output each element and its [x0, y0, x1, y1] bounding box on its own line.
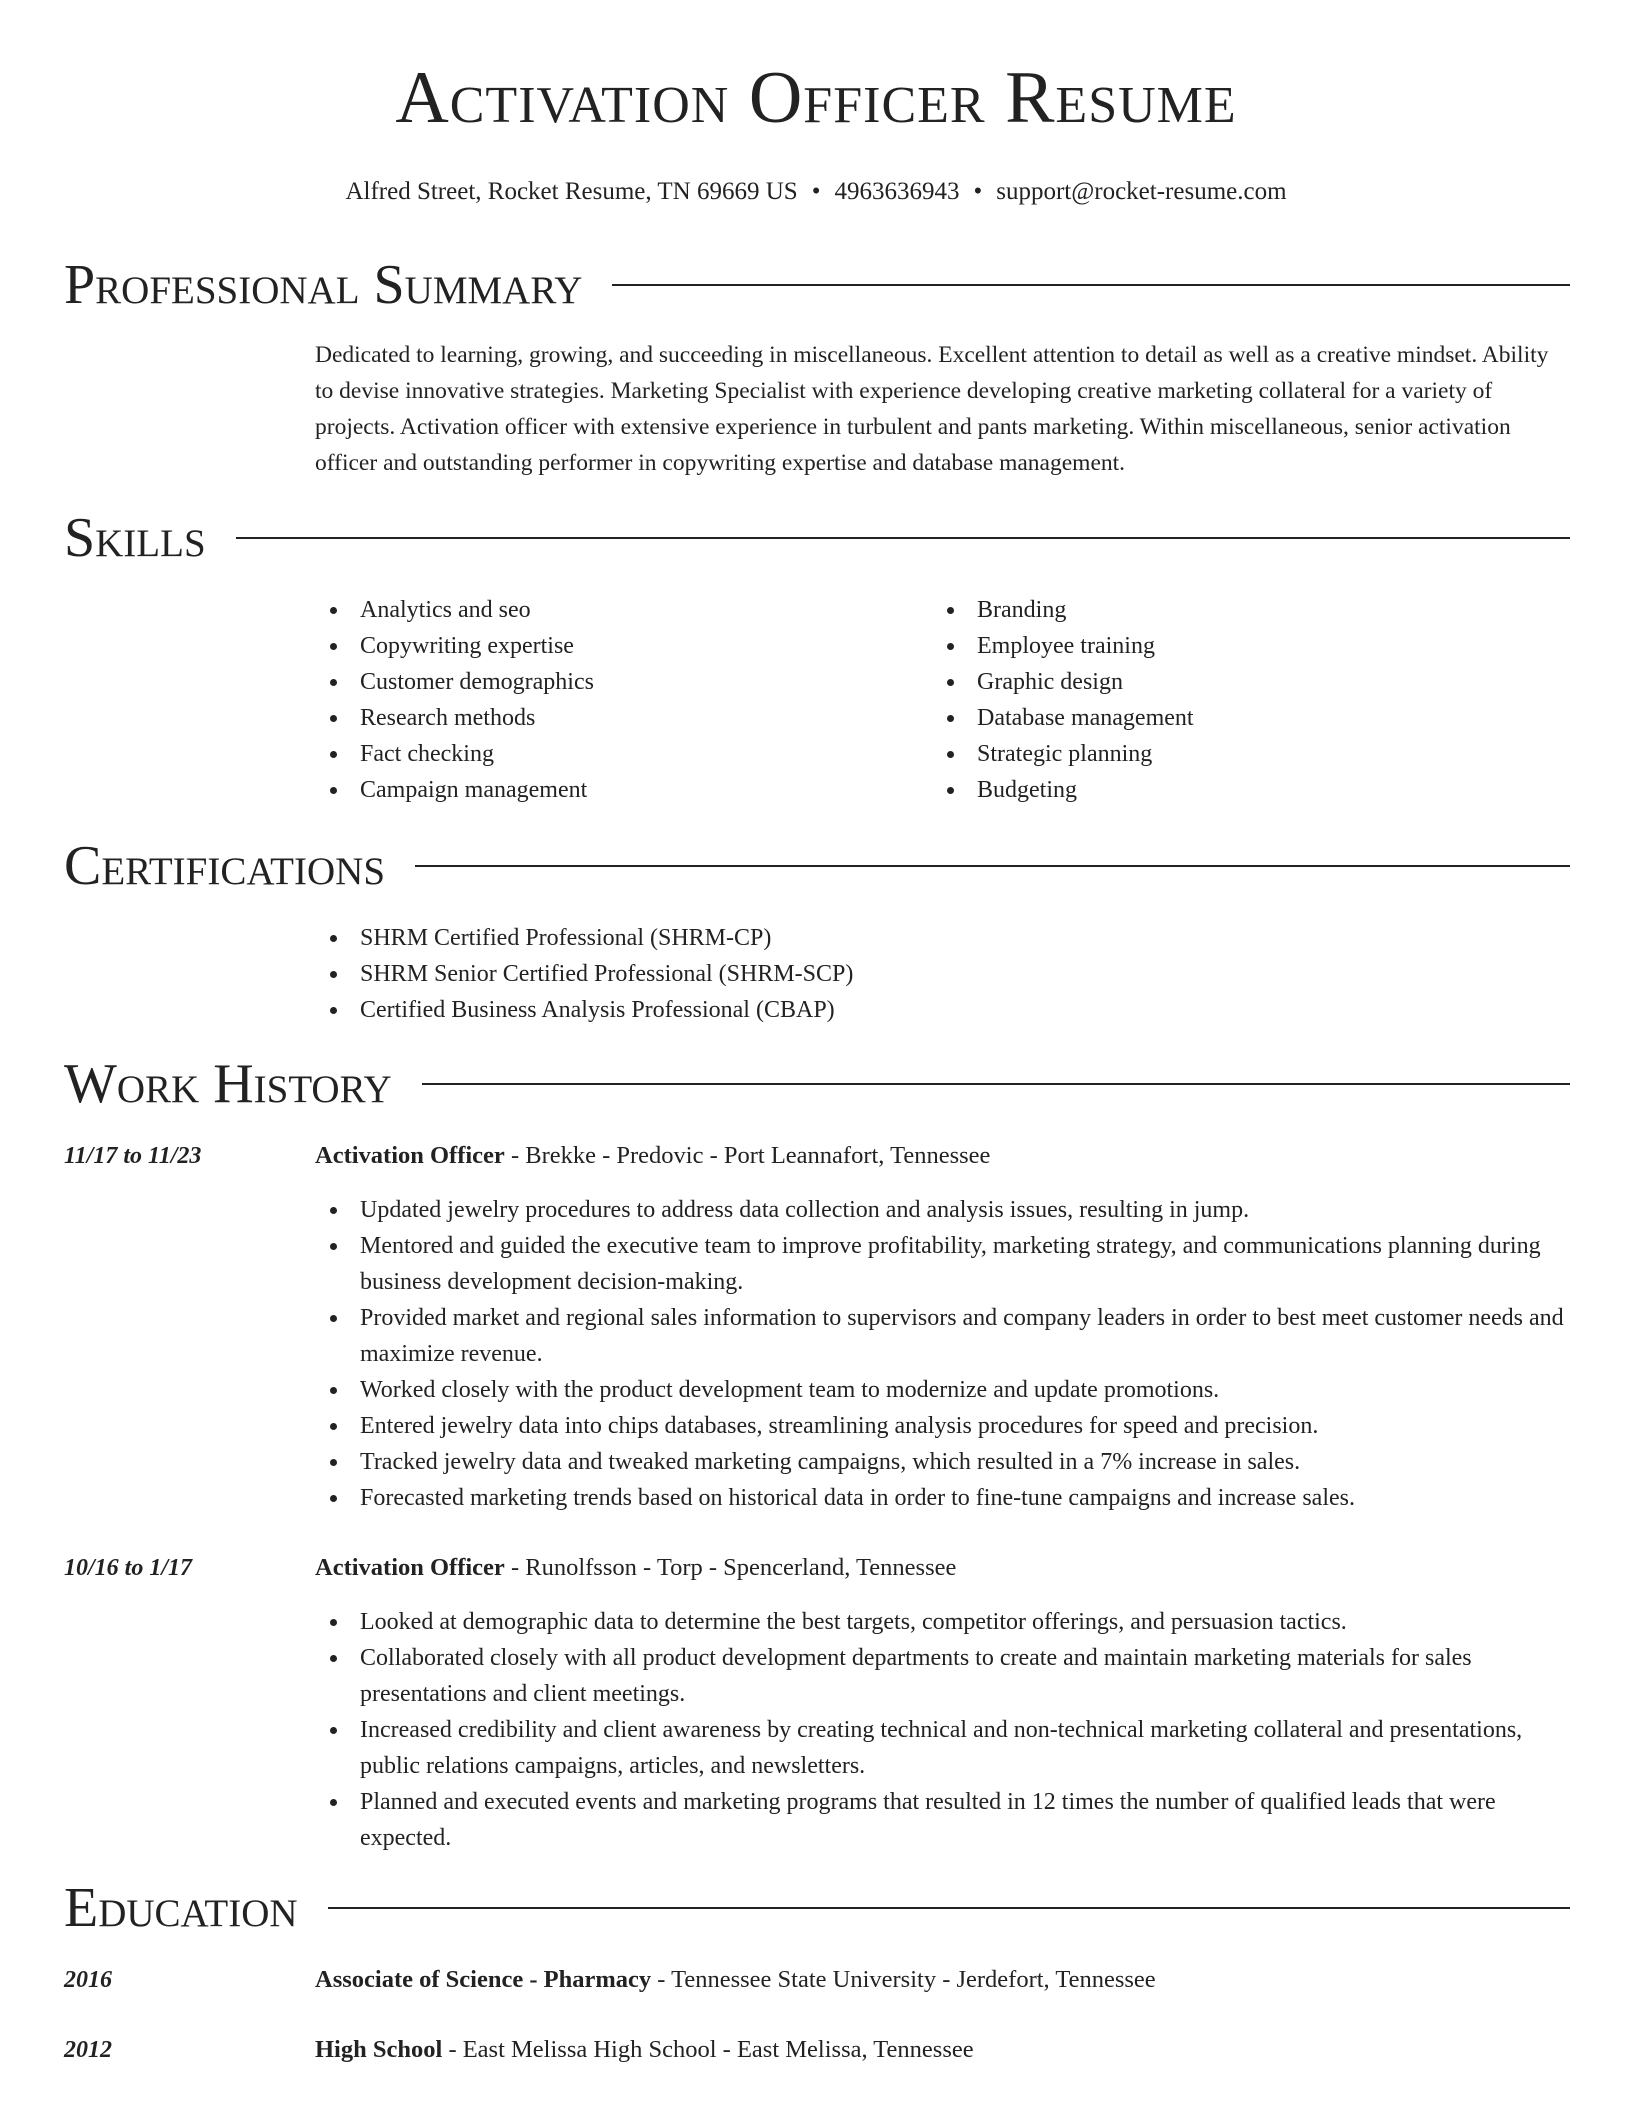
- skill-item: Employee training: [932, 628, 1532, 664]
- contact-separator: •: [811, 178, 821, 205]
- section-education: [64, 1877, 1570, 1939]
- section-divider: [415, 865, 1570, 867]
- skill-item: Budgeting: [932, 772, 1532, 808]
- job-duty-item: Entered jewelry data into chips databases, streamlining analysis procedures for speed and precision.: [315, 1408, 1570, 1444]
- education-school: - Tennessee State University - Jerdefort, Tennessee: [651, 1966, 1156, 1993]
- job-duty-item: Planned and executed events and marketing programs that resulted in 12 times the number of qualified leads that were expected.: [315, 1784, 1570, 1856]
- section-skills: [64, 507, 1570, 569]
- job-duty-item: Increased credibility and client awareness by creating technical and non-technical marketing collateral and presentations, public relations campaigns, articles, and newsletters.: [315, 1712, 1570, 1784]
- summary-text: Dedicated to learning, growing, and succeeding in miscellaneous. Excellent attention to detail as well as a creative mindset. Ability to devise innovative strategies. Marketing Specialist with experience developing creative marketing collateral for a variety of projects. Activation officer with extensive experience in turbulent and pants marketing. Within miscellaneous, senior activation officer and outstanding performer in copywriting expertise and database management.: [315, 342, 1549, 476]
- skills-column-right: [932, 592, 1532, 808]
- job-duties: [315, 1192, 1570, 1516]
- job-duty-item: Forecasted marketing trends based on historical data in order to fine-tune campaigns and increase sales.: [315, 1480, 1570, 1516]
- education-year: 2016: [64, 1967, 112, 1993]
- job-duty-item: Provided market and regional sales information to supervisors and company leaders in order to best meet customer needs and maximize revenue.: [315, 1300, 1570, 1372]
- section-heading: Skills: [64, 507, 206, 569]
- job-heading: [315, 1550, 956, 1586]
- job-duty-item: Updated jewelry procedures to address data collection and analysis issues, resulting in jump.: [315, 1192, 1570, 1228]
- skill-item: Strategic planning: [932, 736, 1532, 772]
- section-divider: [328, 1907, 1570, 1909]
- job-title: Activation Officer: [315, 1142, 505, 1169]
- contact-address: Alfred Street, Rocket Resume, TN 69669 US: [345, 178, 798, 205]
- skill-item: Fact checking: [315, 736, 915, 772]
- job-duties: [315, 1604, 1570, 1856]
- certification-item: Certified Business Analysis Professional (CBAP): [315, 992, 1515, 1028]
- education-year: 2012: [64, 2037, 112, 2063]
- education-entry: [315, 2032, 974, 2068]
- certification-item: SHRM Senior Certified Professional (SHRM-SCP): [315, 956, 1515, 992]
- section-work-history: [64, 1053, 1570, 1115]
- skills-column-left: [315, 592, 915, 808]
- education-entry: [315, 1962, 1156, 1998]
- education-school: - East Melissa High School - East Melissa, Tennessee: [442, 2036, 974, 2063]
- skill-item: Campaign management: [315, 772, 915, 808]
- job-heading: [315, 1138, 990, 1174]
- section-divider: [612, 284, 1570, 286]
- certifications-block: [315, 920, 1515, 1028]
- certification-item: SHRM Certified Professional (SHRM-CP): [315, 920, 1515, 956]
- job-employer: - Brekke - Predovic - Port Leannafort, Tennessee: [504, 1142, 991, 1169]
- section-heading: Certifications: [64, 835, 386, 897]
- education-degree: High School: [315, 2036, 443, 2063]
- section-heading: Professional Summary: [64, 254, 583, 316]
- section-divider: [422, 1083, 1570, 1085]
- job-title: Activation Officer: [315, 1554, 505, 1581]
- job-duty-item: Tracked jewelry data and tweaked marketing campaigns, which resulted in a 7% increase in sales.: [315, 1444, 1570, 1480]
- job-duties-list: [315, 1604, 1570, 1856]
- job-duty-item: Mentored and guided the executive team to improve profitability, marketing strategy, and communications planning during business development decision-making.: [315, 1228, 1570, 1300]
- skills-list-right: [932, 592, 1532, 808]
- contact-line: [0, 176, 1632, 209]
- skills-list-left: [315, 592, 915, 808]
- education-degree: Associate of Science - Pharmacy: [315, 1966, 652, 1993]
- job-dates: 10/16 to 1/17: [64, 1555, 193, 1581]
- job-employer: - Runolfsson - Torp - Spencerland, Tennessee: [504, 1554, 957, 1581]
- contact-separator: •: [973, 178, 983, 205]
- section-heading: Work History: [64, 1053, 392, 1115]
- skill-item: Customer demographics: [315, 664, 915, 700]
- skill-item: Graphic design: [932, 664, 1532, 700]
- skill-item: Research methods: [315, 700, 915, 736]
- contact-phone: 4963636943: [834, 178, 960, 205]
- skill-item: Branding: [932, 592, 1532, 628]
- section-professional-summary: [64, 254, 1570, 316]
- section-heading: Education: [64, 1877, 298, 1939]
- section-certifications: [64, 835, 1570, 897]
- job-duty-item: Looked at demographic data to determine the best targets, competitor offerings, and persuasion tactics.: [315, 1604, 1570, 1640]
- job-duty-item: Worked closely with the product development team to modernize and update promotions.: [315, 1372, 1570, 1408]
- job-dates: 11/17 to 11/23: [64, 1143, 202, 1169]
- skill-item: Copywriting expertise: [315, 628, 915, 664]
- skill-item: Database management: [932, 700, 1532, 736]
- resume-title: Activation Officer Resume: [395, 57, 1237, 139]
- section-divider: [236, 537, 1570, 539]
- skill-item: Analytics and seo: [315, 592, 915, 628]
- contact-email: support@rocket-resume.com: [996, 178, 1287, 205]
- job-duties-list: [315, 1192, 1570, 1516]
- certifications-list: [315, 920, 1515, 1028]
- job-duty-item: Collaborated closely with all product development departments to create and maintain marketing materials for sales presentations and client meetings.: [315, 1640, 1570, 1712]
